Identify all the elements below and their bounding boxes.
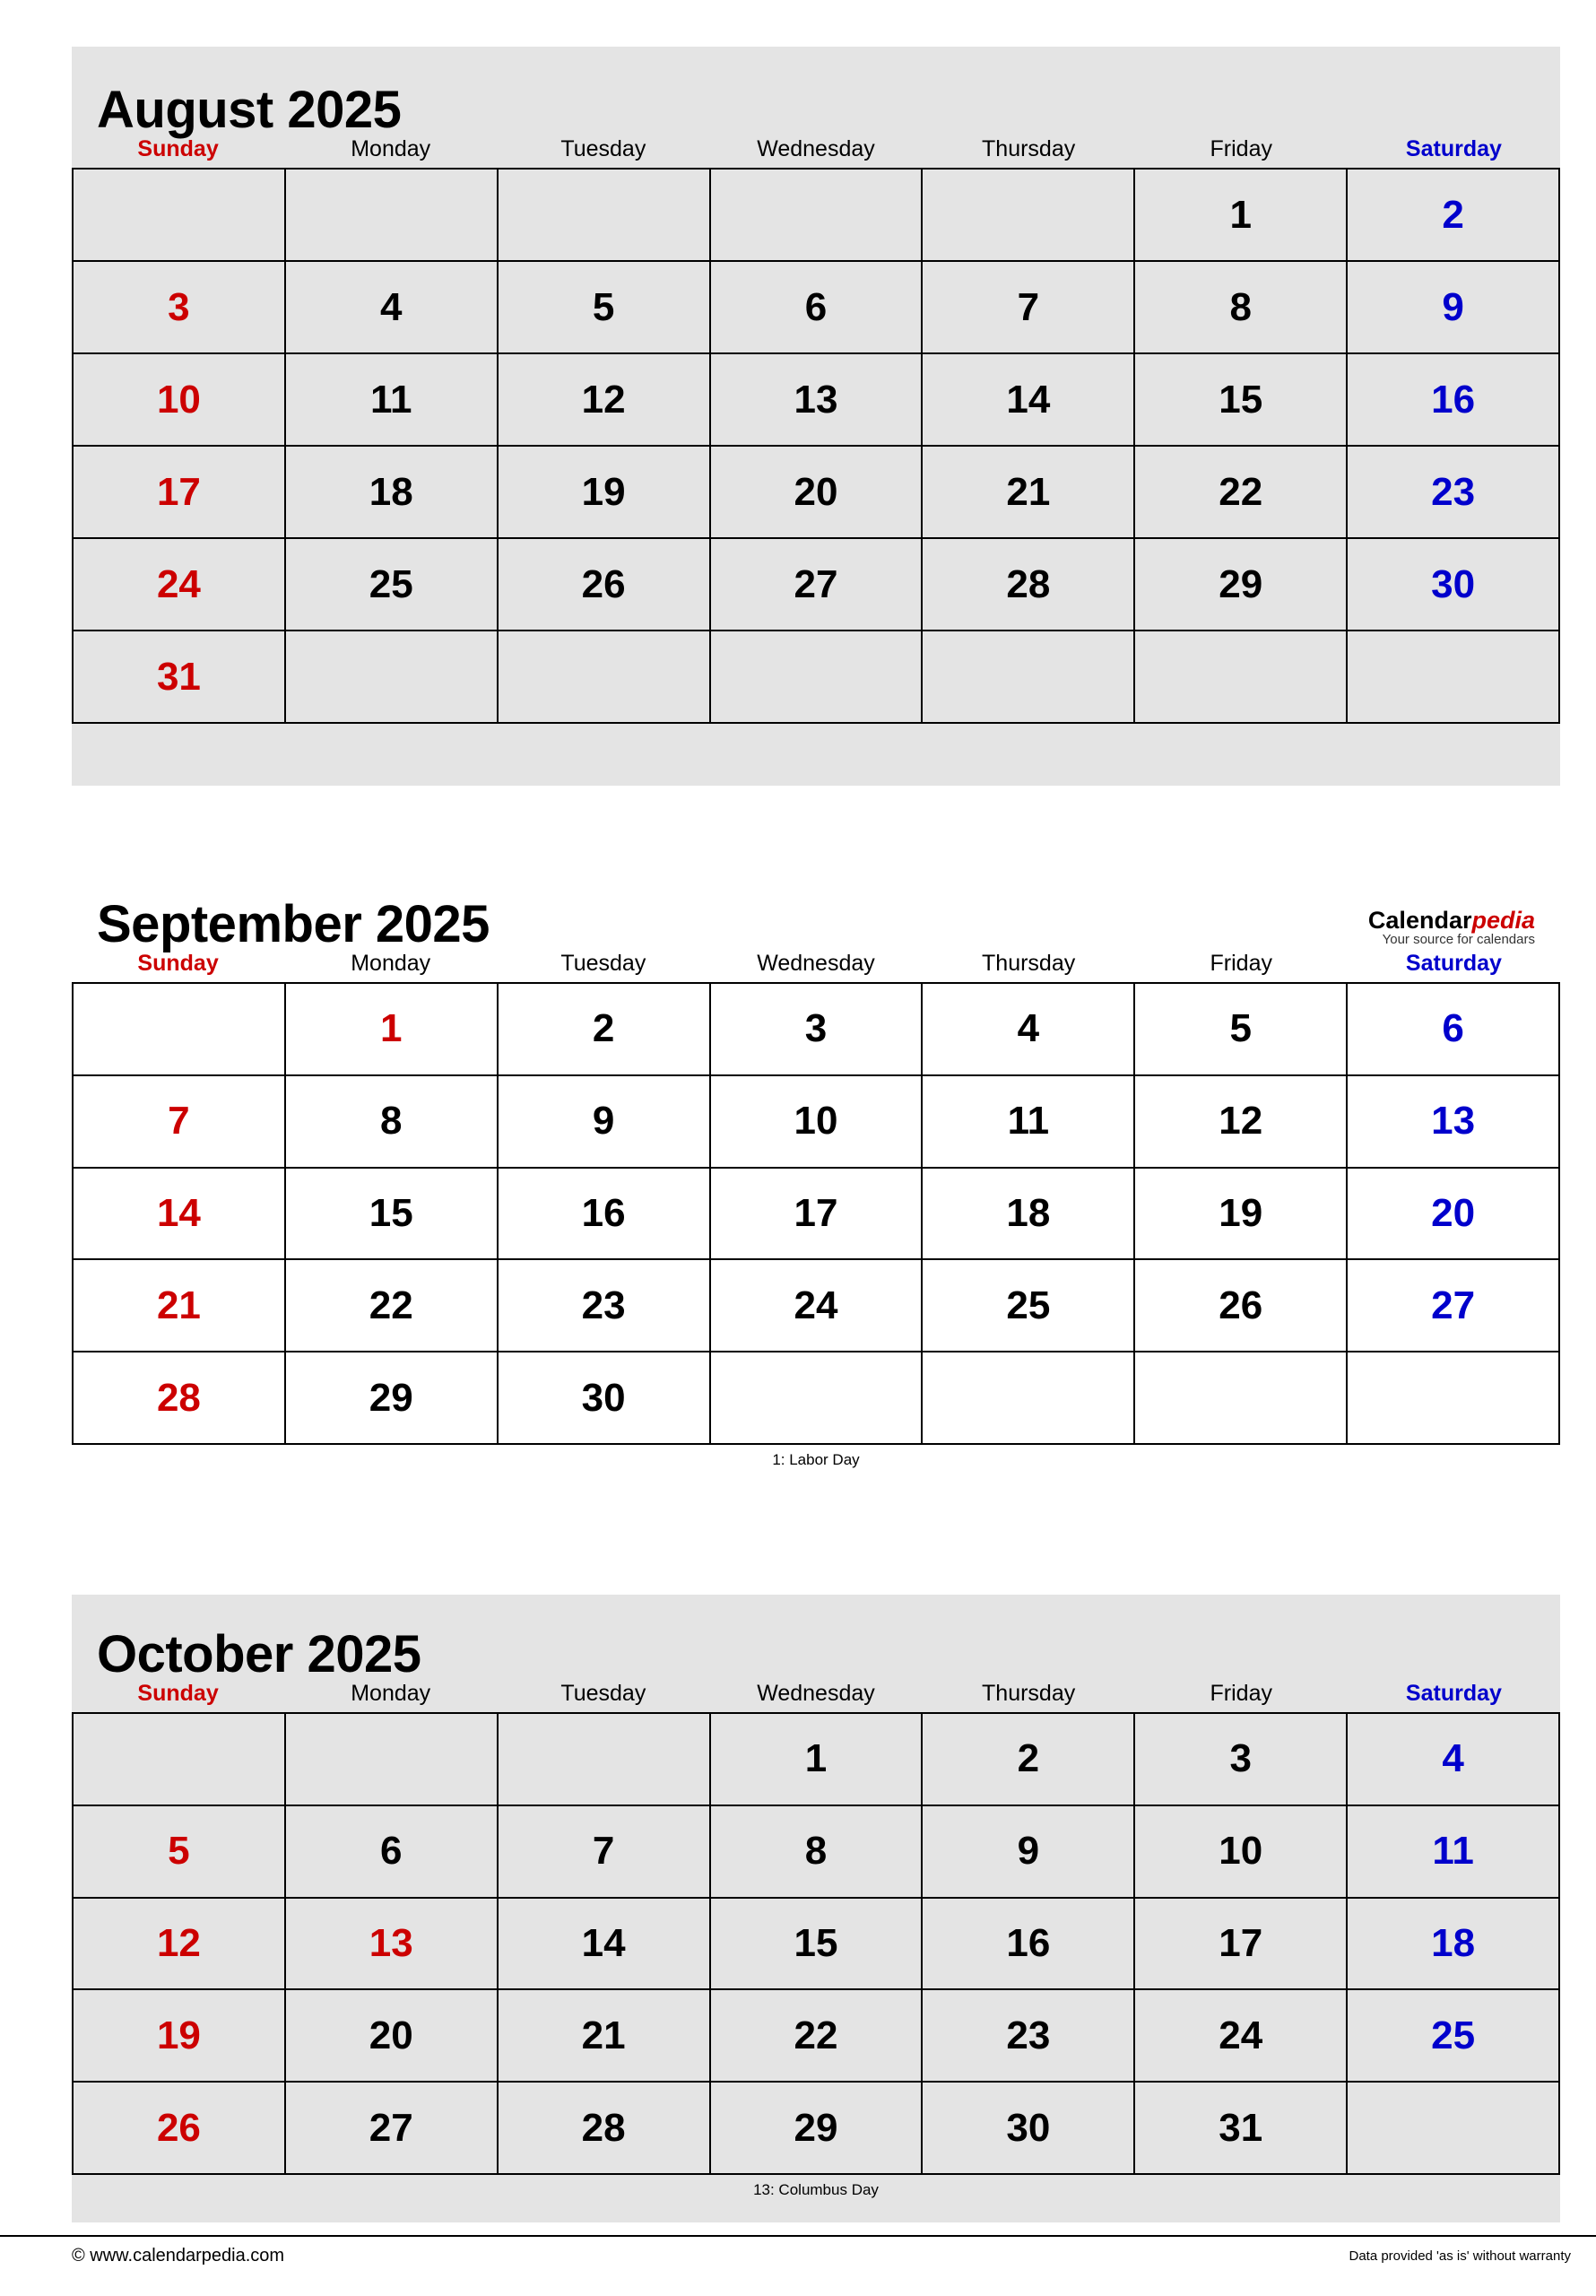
calendar-day-cell[interactable]: 2 (1348, 170, 1560, 262)
calendar-day-cell[interactable]: 13 (711, 354, 924, 447)
calendar-day-cell[interactable]: 28 (923, 539, 1135, 631)
weekday-tuesday: Tuesday (560, 1681, 646, 1706)
calendar-day-cell[interactable]: 10 (711, 1076, 924, 1169)
calendar-cell-empty (499, 1714, 711, 1806)
weekday-saturday: Saturday (1405, 136, 1502, 161)
calendar-day-cell[interactable]: 22 (711, 1990, 924, 2083)
calendar-day-cell[interactable]: 3 (711, 984, 924, 1076)
calendar-day-cell[interactable]: 27 (1348, 1260, 1560, 1352)
month-block-october (72, 1595, 1560, 2222)
calendar-day-cell[interactable]: 1 (286, 984, 499, 1076)
calendar-day-cell[interactable]: 23 (499, 1260, 711, 1352)
calendar-cell-empty (923, 631, 1135, 724)
calendar-day-cell[interactable]: 16 (499, 1169, 711, 1261)
month-notes-august (72, 724, 1560, 730)
calendar-day-cell[interactable]: 2 (923, 1714, 1135, 1806)
weekday-wednesday: Wednesday (757, 951, 875, 976)
calendar-grid-october (72, 1712, 1560, 2175)
calendar-day-cell[interactable]: 20 (711, 447, 924, 539)
calendar-day-cell[interactable]: 9 (499, 1076, 711, 1169)
weekday-row-september (72, 951, 1560, 982)
calendar-day-cell[interactable]: 19 (499, 447, 711, 539)
month-block-august (72, 47, 1560, 786)
calendar-day-cell[interactable]: 15 (711, 1899, 924, 1991)
calendar-day-cell[interactable]: 21 (923, 447, 1135, 539)
calendar-day-cell[interactable]: 3 (1135, 1714, 1348, 1806)
calendar-day-cell[interactable]: 6 (286, 1806, 499, 1899)
calendar-day-cell[interactable]: 23 (923, 1990, 1135, 2083)
calendar-day-cell[interactable]: 2 (499, 984, 711, 1076)
calendar-day-cell[interactable]: 11 (286, 354, 499, 447)
calendar-day-cell[interactable]: 19 (1135, 1169, 1348, 1261)
calendar-day-cell[interactable]: 1 (711, 1714, 924, 1806)
calendar-day-cell[interactable]: 4 (1348, 1714, 1560, 1806)
logo-text-calendar: Calendar (1367, 906, 1472, 934)
calendar-day-cell[interactable]: 7 (499, 1806, 711, 1899)
calendar-day-cell[interactable]: 21 (74, 1260, 286, 1352)
calendar-cell-empty (923, 170, 1135, 262)
logo-text-pedia: pedia (1471, 906, 1535, 934)
weekday-thursday: Thursday (982, 136, 1076, 161)
calendar-cell-empty (286, 1714, 499, 1806)
page-footer (0, 2235, 1596, 2266)
weekday-monday: Monday (351, 1681, 431, 1706)
weekday-friday: Friday (1210, 951, 1272, 976)
calendar-cell-empty (74, 170, 286, 262)
calendar-day-cell[interactable]: 4 (923, 984, 1135, 1076)
calendar-day-cell[interactable]: 30 (1348, 539, 1560, 631)
calendar-cell-empty (711, 631, 924, 724)
calendar-day-cell[interactable]: 10 (74, 354, 286, 447)
month-block-september (72, 861, 1560, 1525)
calendar-day-cell[interactable]: 7 (923, 262, 1135, 354)
calendar-day-cell[interactable]: 31 (74, 631, 286, 724)
calendar-day-cell[interactable]: 24 (711, 1260, 924, 1352)
calendar-cell-empty (499, 631, 711, 724)
calendar-day-cell[interactable]: 6 (1348, 984, 1560, 1076)
calendar-cell-empty (74, 1714, 286, 1806)
calendar-cell-empty (286, 631, 499, 724)
calendar-day-cell[interactable]: 18 (286, 447, 499, 539)
weekday-sunday: Sunday (137, 136, 219, 161)
calendar-day-cell[interactable]: 15 (1135, 354, 1348, 447)
calendar-day-cell[interactable]: 17 (74, 447, 286, 539)
weekday-wednesday: Wednesday (757, 136, 875, 161)
month-header-october (72, 1595, 1560, 1681)
calendar-day-cell[interactable]: 10 (1135, 1806, 1348, 1899)
calendarpedia-logo (1368, 908, 1535, 951)
calendar-day-cell[interactable]: 8 (711, 1806, 924, 1899)
calendar-day-cell[interactable]: 26 (74, 2083, 286, 2175)
weekday-tuesday: Tuesday (560, 951, 646, 976)
calendar-day-cell[interactable]: 27 (711, 539, 924, 631)
calendar-day-cell[interactable]: 19 (74, 1990, 286, 2083)
calendar-day-cell[interactable]: 15 (286, 1169, 499, 1261)
calendar-cell-empty (1348, 1352, 1560, 1445)
calendar-day-cell[interactable]: 24 (1135, 1990, 1348, 2083)
calendar-day-cell[interactable]: 7 (74, 1076, 286, 1169)
calendar-day-cell[interactable]: 28 (74, 1352, 286, 1445)
weekday-monday: Monday (351, 136, 431, 161)
calendar-day-cell[interactable]: 17 (1135, 1899, 1348, 1991)
calendar-day-cell[interactable]: 12 (499, 354, 711, 447)
calendar-day-cell[interactable]: 20 (286, 1990, 499, 2083)
calendar-day-cell[interactable]: 31 (1135, 2083, 1348, 2175)
footer-disclaimer: Data provided 'as is' without warranty (1349, 2248, 1571, 2264)
calendar-day-cell[interactable]: 5 (1135, 984, 1348, 1076)
calendar-day-cell[interactable]: 8 (1135, 262, 1348, 354)
calendar-cell-empty (286, 170, 499, 262)
footer-copyright: © www.calendarpedia.com (72, 2246, 285, 2266)
month-header-september (72, 861, 1560, 951)
weekday-wednesday: Wednesday (757, 1681, 875, 1706)
calendar-day-cell[interactable]: 18 (923, 1169, 1135, 1261)
calendar-day-cell[interactable]: 3 (74, 262, 286, 354)
calendar-day-cell[interactable]: 12 (74, 1899, 286, 1991)
calendar-cell-empty (1348, 2083, 1560, 2175)
calendar-day-cell[interactable]: 26 (1135, 1260, 1348, 1352)
calendar-day-cell[interactable]: 21 (499, 1990, 711, 2083)
calendar-cell-empty (923, 1352, 1135, 1445)
weekday-thursday: Thursday (982, 1681, 1076, 1706)
calendar-day-cell[interactable]: 25 (286, 539, 499, 631)
calendar-day-cell[interactable]: 23 (1348, 447, 1560, 539)
calendar-day-cell[interactable]: 20 (1348, 1169, 1560, 1261)
calendar-day-cell[interactable]: 16 (1348, 354, 1560, 447)
calendar-grid-september (72, 982, 1560, 1445)
weekday-tuesday: Tuesday (560, 136, 646, 161)
calendar-day-cell[interactable]: 11 (923, 1076, 1135, 1169)
calendar-day-cell[interactable]: 17 (711, 1169, 924, 1261)
calendar-cell-empty (499, 170, 711, 262)
calendar-cell-empty (711, 170, 924, 262)
calendar-day-cell[interactable]: 29 (711, 2083, 924, 2175)
calendar-cell-empty (1348, 631, 1560, 724)
calendar-day-cell[interactable]: 5 (74, 1806, 286, 1899)
calendar-day-cell[interactable]: 14 (74, 1169, 286, 1261)
calendar-grid-august (72, 168, 1560, 724)
month-title: August 2025 (97, 81, 402, 139)
calendar-cell-empty (1135, 631, 1348, 724)
calendar-day-cell[interactable]: 12 (1135, 1076, 1348, 1169)
month-notes-september: 1: Labor Day (772, 1451, 860, 1468)
weekday-saturday: Saturday (1405, 1681, 1502, 1706)
calendar-day-cell[interactable]: 26 (499, 539, 711, 631)
calendar-day-cell[interactable]: 14 (923, 354, 1135, 447)
calendar-day-cell[interactable]: 8 (286, 1076, 499, 1169)
calendar-day-cell[interactable]: 27 (286, 2083, 499, 2175)
logo-tagline: Your source for calendars (1382, 932, 1535, 948)
calendar-day-cell[interactable]: 22 (1135, 447, 1348, 539)
calendar-day-cell[interactable]: 30 (923, 2083, 1135, 2175)
calendar-day-cell[interactable]: 13 (1348, 1076, 1560, 1169)
weekday-thursday: Thursday (982, 951, 1076, 976)
month-title: October 2025 (97, 1625, 421, 1683)
calendar-day-cell[interactable]: 24 (74, 539, 286, 631)
calendar-cell-empty (1135, 1352, 1348, 1445)
calendar-day-cell[interactable]: 4 (286, 262, 499, 354)
calendar-day-cell[interactable]: 6 (711, 262, 924, 354)
calendar-day-cell[interactable]: 22 (286, 1260, 499, 1352)
calendar-day-cell[interactable]: 13 (286, 1899, 499, 1991)
calendar-day-cell[interactable]: 18 (1348, 1899, 1560, 1991)
weekday-row-august (72, 136, 1560, 168)
weekday-sunday: Sunday (137, 951, 219, 976)
calendar-day-cell[interactable]: 28 (499, 2083, 711, 2175)
calendar-day-cell[interactable]: 9 (923, 1806, 1135, 1899)
month-header-august (72, 47, 1560, 139)
calendar-day-cell[interactable]: 29 (286, 1352, 499, 1445)
calendar-day-cell[interactable]: 14 (499, 1899, 711, 1991)
calendar-day-cell[interactable]: 16 (923, 1899, 1135, 1991)
weekday-sunday: Sunday (137, 1681, 219, 1706)
calendar-day-cell[interactable]: 29 (1135, 539, 1348, 631)
month-title: September 2025 (97, 895, 490, 953)
calendar-day-cell[interactable]: 25 (1348, 1990, 1560, 2083)
calendar-day-cell[interactable]: 30 (499, 1352, 711, 1445)
weekday-friday: Friday (1210, 1681, 1272, 1706)
weekday-saturday: Saturday (1405, 951, 1502, 976)
calendar-day-cell[interactable]: 9 (1348, 262, 1560, 354)
calendar-day-cell[interactable]: 25 (923, 1260, 1135, 1352)
calendar-day-cell[interactable]: 5 (499, 262, 711, 354)
calendar-cell-empty (74, 984, 286, 1076)
weekday-friday: Friday (1210, 136, 1272, 161)
calendar-cell-empty (711, 1352, 924, 1445)
month-notes-october: 13: Columbus Day (753, 2181, 879, 2198)
weekday-row-october (72, 1681, 1560, 1712)
weekday-monday: Monday (351, 951, 431, 976)
calendar-day-cell[interactable]: 1 (1135, 170, 1348, 262)
calendar-day-cell[interactable]: 11 (1348, 1806, 1560, 1899)
